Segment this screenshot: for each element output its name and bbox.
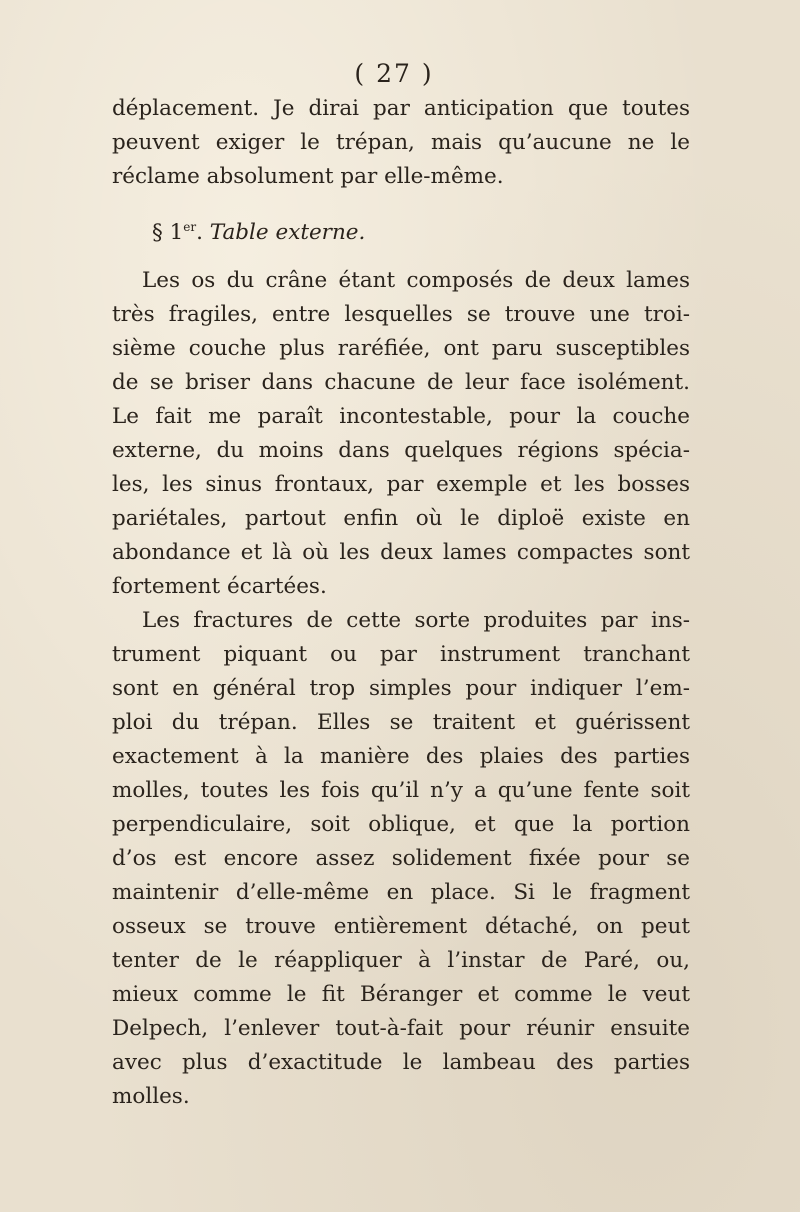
text-line: exactement à la manière des plaies des parties [112, 744, 690, 770]
book-page [112, 56, 690, 1114]
text-line: molles. [112, 1084, 190, 1110]
text-line: maintenir d’elle-même en place. Si le fragment [112, 880, 690, 906]
text-line: ploi du trépan. Elles se traitent et guérissent [112, 710, 690, 736]
section-mark-superscript: er [183, 220, 197, 234]
paragraph-2 [112, 604, 690, 1114]
text-line: Le fait me paraît incontestable, pour la couche [112, 404, 690, 430]
text-line: Delpech, l’enlever tout-à-fait pour réunir ensuite [112, 1016, 690, 1042]
text-line: avec plus d’exactitude le lambeau des parties [112, 1050, 690, 1076]
paragraph-1 [112, 264, 690, 604]
text-line: les, les sinus frontaux, par exemple et les bosses [112, 472, 690, 498]
text-line: Les fractures de cette sorte produites par ins- [142, 608, 690, 634]
text-line: abondance et là où les deux lames compactes sont [112, 540, 690, 566]
continuation-paragraph [112, 92, 690, 194]
text-line: déplacement. Je dirai par anticipation que toutes [112, 96, 690, 121]
text-line: très fragiles, entre lesquelles se trouve une troi- [112, 302, 690, 328]
text-line: sont en général trop simples pour indiquer l’em- [112, 676, 690, 702]
text-line: de se briser dans chacune de leur face isolément. [112, 370, 690, 396]
text-line: peuvent exiger le trépan, mais qu’aucune ne le [112, 130, 690, 155]
text-line: d’os est encore assez solidement fixée pour se [112, 846, 690, 872]
text-line: osseux se trouve entièrement détaché, on peut [112, 914, 690, 940]
text-line: mieux comme le fit Béranger et comme le veut [112, 982, 690, 1008]
text-line: fortement écartées. [112, 574, 327, 600]
text-line: externe, du moins dans quelques régions spécia- [112, 438, 690, 464]
text-line: perpendiculaire, soit oblique, et que la portion [112, 812, 690, 838]
text-line: Les os du crâne étant composés de deux lames [142, 268, 690, 294]
section-title: Table externe. [209, 220, 366, 246]
page-number: ( 27 ) [354, 59, 434, 88]
text-line: molles, toutes les fois qu’il n’y a qu’une fente soit [112, 778, 690, 804]
text-line: tenter de le réappliquer à l’instar de Paré, ou, [112, 948, 690, 974]
section-heading: § 1er. Table externe. [152, 220, 366, 246]
text-line: trument piquant ou par instrument tranchant [112, 642, 690, 668]
text-line: sième couche plus raréfiée, ont paru susceptibles [112, 336, 690, 362]
section-mark: § 1 [152, 220, 184, 246]
text-line: réclame absolument par elle-même. [112, 164, 504, 189]
text-line: pariétales, partout enfin où le diploë existe en [112, 506, 690, 532]
